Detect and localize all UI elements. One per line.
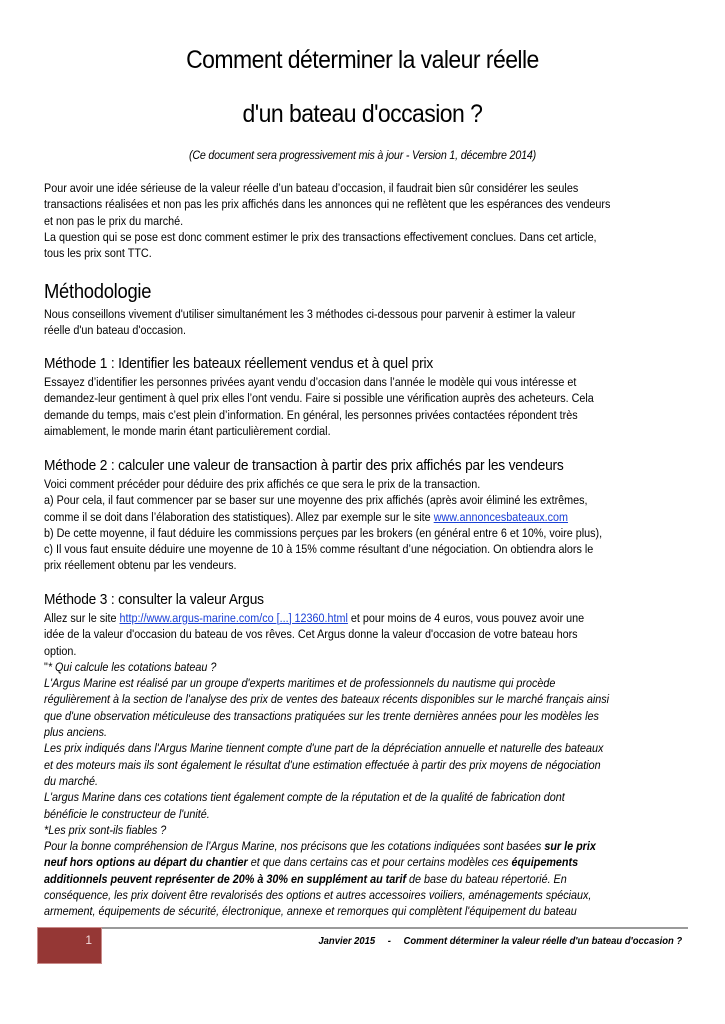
methode-3-line [44,610,684,626]
document-subtitle: (Ce document sera progressivement mis à jour - Version 1, décembre 2014) [188,150,536,162]
quote-bold-text: neuf hors options au départ du chantier [44,855,248,870]
methode-1-line: demandez-leur gentiment à quel prix elles l’ont vendu. Faire si possible une vérification auprès des acheteurs. Cela [44,391,594,406]
quote-line: conséquence, les prix doivent être revalorisés des options et autres accessoires voiliers, aménagements spéciaux, [44,888,592,903]
methode-3-text: Allez sur le site [44,611,120,625]
methode-3-paragraph [44,610,684,920]
document-title-line-1: Comment déterminer la valeur réelle [186,46,539,74]
page-number: 1 [85,933,92,947]
quote-bold-text: additionnels peuvent représenter de 20% à 30% en supplément au tarif [44,871,407,886]
quote-line: L'argus Marine dans ces cotations tient également compte de la réputation et de la qualité de fabrication dont [44,790,565,805]
quote-line: bénéficie le constructeur de l'unité. [44,806,210,821]
document-title-line-2: d'un bateau d'occasion ? [242,100,483,128]
quote-line: que d'une observation méticuleuse des transactions pratiquées sur les trente dernières années pour les modèles les [44,708,599,723]
footer-title: Comment déterminer la valeur réelle d'un bateau d'occasion ? [403,935,682,947]
methode-2-text: comme il se doit dans l’élaboration des statistiques). Allez par exemple sur le site [44,509,434,524]
methodologie-line: Nous conseillons vivement d'utiliser simultanément les 3 méthodes ci-dessous pour parvenir à estimer la valeur [44,307,576,321]
annoncesbateaux-link[interactable]: www.annoncesbateaux.com [433,509,569,524]
quote-mark: " [44,659,48,674]
quote-text: de base du bateau répertorié. En [406,871,567,886]
footer-running-title [318,935,682,947]
quote-line: armement, équipements de sécurité, électronique, annexe et remorques qui complètent l'équipement du bateau [44,904,577,919]
quote-text: et que dans certains cas et pour certains modèles ces [247,855,512,870]
methode-2-line: b) De cette moyenne, il faut déduire les commissions perçues par les brokers (en général entre 6 et 10%, voire plus), [44,525,603,540]
footer-separator: - [387,935,391,947]
methode-3-text: et pour moins de 4 euros, vous pouvez avoir une [347,611,585,625]
footer-date: Janvier 2015 [318,935,376,947]
section-heading-methode-3: Méthode 3 : consulter la valeur Argus [44,591,264,608]
methode-1-line: demande du temps, mais c’est plein d’information. En général, les personnes privées contactées répondent très [44,407,578,422]
methode-1-paragraph [44,374,684,439]
methode-2-line: prix réellement obtenu par les vendeurs. [44,558,237,573]
quote-line: et des moteurs mais ils sont également le résultat d'une estimation effectuée à partir des prix moyens de négociation [44,757,601,772]
quote-line: régulièrement à la section de l'analyse des prix de ventes des bateaux récents disponibles sur le marché français ainsi [44,692,610,707]
methode-2-line: a) Pour cela, il faut commencer par se baser sur une moyenne des prix affichés (après avoir éliminé les extrêmes, [44,493,588,508]
quote-line: plus anciens. [44,725,107,740]
methode-3-line: idée de la valeur d'occasion du bateau de vos rêves. Cet Argus donne la valeur d'occasion de votre bateau hors [44,627,578,642]
quote-line: Les prix indiqués dans l'Argus Marine tiennent compte d'une part de la dépréciation annuelle et naturelle des bateaux [44,741,604,756]
quote-line: du marché. [44,773,98,788]
faq-question: * Qui calcule les cotations bateau ? [47,659,217,674]
section-heading-methodologie: Méthodologie [44,281,152,303]
intro-line: transactions réalisées et non pas les prix affichés dans les annonces qui ne reflètent que les espérances des vendeurs [44,197,611,212]
quote-bold-text: équipements [511,855,579,870]
intro-line: La question qui se pose est donc comment estimer le prix des transactions effectivement conclues. Dans cet article, [44,229,597,244]
quote-text: Pour la bonne compréhension de l'Argus Marine, nos précisons que les cotations indiquées sont basées [44,839,545,854]
page-number-box [37,927,102,964]
methode-2-line: c) Il vous faut ensuite déduire une moyenne de 10 à 15% comme résultant d’une négociation. On obtiendra alors le [44,542,594,557]
intro-line: Pour avoir une idée sérieuse de la valeur réelle d’un bateau d’occasion, il faudrait bien sûr considérer les seules [44,181,579,195]
argus-marine-link[interactable]: http://www.argus-marine.com/co [...] 12360.html [119,611,348,625]
methode-2-line [44,509,684,525]
methode-2-line: Voici comment précéder pour déduire des prix affichés ce que sera le prix de la transaction. [44,477,481,491]
methode-3-line: option. [44,643,77,658]
section-heading-methode-2: Méthode 2 : calculer une valeur de transaction à partir des prix affichés par les vendeurs [44,457,564,474]
methodologie-line: réelle d'un bateau d'occasion. [44,323,187,338]
quote-line [44,838,684,854]
quote-bold-text: sur le prix [544,839,596,854]
methode-1-line: aimablement, le monde marin étant particulièrement cordial. [44,423,331,438]
section-heading-methode-1: Méthode 1 : Identifier les bateaux réellement vendus et à quel prix [44,355,434,372]
methode-2-paragraph [44,476,684,574]
footer-divider [89,927,688,929]
faq-question: *Les prix sont-ils fiables ? [44,822,167,837]
quote-line [44,871,684,887]
methode-3-line [44,659,684,675]
methodologie-paragraph [44,306,684,339]
quote-line: L'Argus Marine est réalisé par un groupe d'experts maritimes et de professionnels du nautisme qui procède [44,676,556,691]
intro-line: tous les prix sont TTC. [44,246,152,261]
methode-1-line: Essayez d’identifier les personnes privées ayant vendu d’occasion dans l’année le modèle qui vous intéresse et [44,375,577,389]
intro-line: et non pas le prix du marché. [44,213,184,228]
intro-paragraph [44,180,684,261]
quote-line [44,854,684,870]
